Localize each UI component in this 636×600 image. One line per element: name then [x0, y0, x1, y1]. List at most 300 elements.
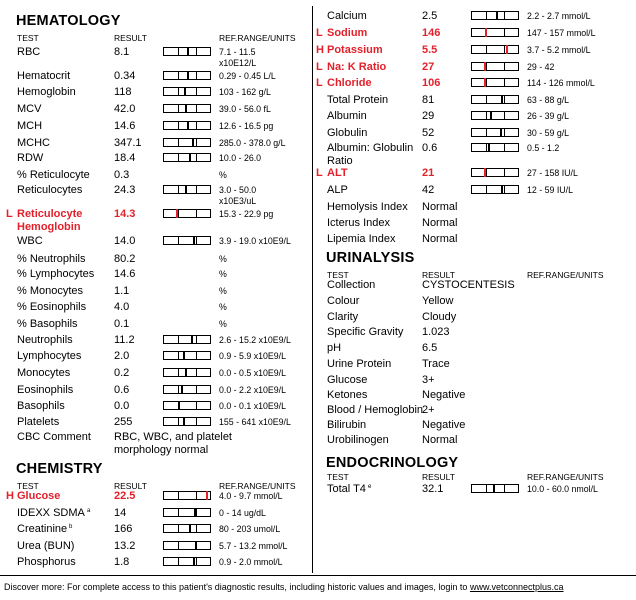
reference-range-bar — [163, 87, 211, 96]
result-marker — [187, 71, 189, 80]
reference-range-bar — [163, 417, 211, 426]
result-marker — [206, 491, 208, 500]
reference-range-bar — [163, 401, 211, 410]
test-result: 22.5 — [114, 490, 136, 502]
chemistry-row — [314, 61, 636, 77]
test-result: 21 — [422, 167, 435, 179]
reference-range: 3.7 - 5.2 mmol/L — [527, 45, 591, 55]
chemistry-row — [314, 184, 636, 200]
range-high-tick — [504, 128, 505, 137]
test-result: 2.5 — [422, 10, 438, 22]
test-result: 1.023 — [422, 326, 450, 338]
urinalysis-row — [314, 358, 636, 374]
test-result: 42 — [422, 184, 435, 196]
range-low-tick — [178, 47, 179, 56]
chemistry-row — [314, 167, 636, 183]
range-high-tick — [504, 28, 505, 37]
hematology-row — [0, 268, 310, 284]
abnormal-flag: L — [316, 167, 323, 179]
reference-range: 29 - 42 — [527, 62, 555, 72]
range-high-tick — [196, 236, 197, 245]
range-low-tick — [178, 138, 179, 147]
test-result: 52 — [422, 127, 435, 139]
result-marker — [501, 95, 503, 104]
footnote-marker: a — [87, 508, 91, 514]
reference-range-bar — [163, 524, 211, 533]
range-low-tick — [178, 185, 179, 194]
test-name: % Neutrophils — [17, 253, 86, 265]
result-marker — [485, 28, 487, 37]
test-name: ALP — [327, 184, 348, 196]
reference-range-bar — [163, 138, 211, 147]
test-result: 80.2 — [114, 253, 136, 265]
urinalysis-row — [314, 342, 636, 358]
test-result: 81 — [422, 94, 435, 106]
test-result: 27 — [422, 61, 435, 73]
range-high-tick — [196, 508, 197, 517]
reference-range: 15.3 - 22.9 pg — [219, 209, 274, 219]
reference-range: 3.0 - 50.0 x10E3/uL — [219, 185, 257, 206]
test-result: 1.1 — [114, 285, 130, 297]
test-result: 11.2 — [114, 334, 135, 346]
test-result: 0.1 — [114, 318, 130, 330]
reference-range-bar — [471, 11, 519, 20]
result-marker — [484, 78, 486, 87]
test-name: % Monocytes — [17, 285, 84, 297]
range-high-tick — [196, 71, 197, 80]
chemistry-row — [0, 490, 310, 506]
reference-range: 10.0 - 60.0 nmol/L — [527, 484, 598, 494]
urinalysis-row — [314, 404, 636, 420]
urinalysis-row — [314, 326, 636, 342]
test-result: 166 — [114, 523, 133, 535]
test-result: 5.5 — [422, 44, 438, 56]
test-name: Monocytes — [17, 367, 71, 379]
endocrinology-header-result: RESULT — [422, 472, 455, 482]
endocrinology-header-ref: REF.RANGE/UNITS — [527, 472, 604, 482]
range-high-tick — [504, 78, 505, 87]
range-high-tick — [196, 87, 197, 96]
reference-range: 63 - 88 g/L — [527, 95, 570, 105]
endocrinology-row — [314, 483, 636, 499]
reference-range: 10.0 - 26.0 — [219, 153, 262, 163]
hematology-row — [0, 350, 310, 366]
test-result: Normal — [422, 434, 458, 446]
range-low-tick — [486, 78, 487, 87]
abnormal-flag: L — [316, 27, 323, 39]
range-high-tick — [196, 153, 197, 162]
range-low-tick — [178, 335, 179, 344]
result-marker — [501, 185, 503, 194]
range-high-tick — [196, 138, 197, 147]
reference-range-bar — [163, 47, 211, 56]
test-result: Cloudy — [422, 311, 457, 323]
reference-range: % — [219, 286, 227, 296]
test-result: 14 — [114, 507, 127, 519]
test-result: 106 — [422, 77, 441, 89]
hematology-row — [0, 416, 310, 432]
urinalysis-row — [314, 311, 636, 327]
test-name: Sodium — [327, 27, 368, 39]
reference-range-bar — [163, 385, 211, 394]
hematology-header-result: RESULT — [114, 33, 147, 43]
reference-range: 114 - 126 mmol/L — [527, 78, 595, 88]
result-marker — [184, 87, 186, 96]
chemistry-row — [314, 10, 636, 26]
test-name: CBC Comment — [17, 431, 91, 443]
test-name: Colour — [327, 295, 360, 307]
result-marker — [185, 104, 187, 113]
urinalysis-row — [314, 419, 636, 435]
test-name: WBC — [17, 235, 43, 247]
hematology-header-test: TEST — [17, 33, 39, 43]
result-marker — [192, 138, 194, 147]
reference-range-bar — [163, 104, 211, 113]
urinalysis-header-test: TEST — [327, 270, 349, 280]
range-low-tick — [178, 368, 179, 377]
result-marker — [500, 128, 502, 137]
reference-range-bar — [163, 209, 211, 218]
footnote-marker: e — [368, 484, 372, 490]
test-result: Normal — [422, 201, 458, 213]
range-low-tick — [486, 168, 487, 177]
reference-range-bar — [163, 368, 211, 377]
result-marker — [191, 335, 193, 344]
hematology-row — [0, 367, 310, 383]
test-name: Lymphocytes — [17, 350, 82, 362]
reference-range-bar — [471, 62, 519, 71]
range-low-tick — [486, 11, 487, 20]
range-high-tick — [196, 209, 197, 218]
reference-range-bar — [163, 541, 211, 550]
reference-range: 285.0 - 378.0 g/L — [219, 138, 286, 148]
test-name: ALT — [327, 167, 348, 179]
range-low-tick — [178, 491, 179, 500]
range-low-tick — [486, 95, 487, 104]
test-name: Chloride — [327, 77, 372, 89]
chemistry-row — [314, 94, 636, 110]
test-name: Phosphorus — [17, 556, 76, 568]
test-name: Glucose — [327, 374, 368, 386]
hematology-row — [0, 137, 310, 153]
test-result: Negative — [422, 389, 466, 401]
reference-range: 147 - 157 mmol/L — [527, 28, 596, 38]
test-result: CYSTOCENTESIS — [422, 279, 515, 291]
reference-range: 27 - 158 IU/L — [527, 168, 578, 178]
test-result: 2+ — [422, 404, 435, 416]
range-high-tick — [196, 491, 197, 500]
range-low-tick — [178, 121, 179, 130]
reference-range-bar — [471, 168, 519, 177]
reference-range: % — [219, 254, 227, 264]
test-result: 2.0 — [114, 350, 130, 362]
range-high-tick — [504, 168, 505, 177]
test-name: % Basophils — [17, 318, 78, 330]
abnormal-flag: L — [316, 61, 323, 73]
test-result: 4.0 — [114, 301, 130, 313]
range-high-tick — [196, 335, 197, 344]
range-low-tick — [486, 45, 487, 54]
test-result: 347.1 — [114, 137, 142, 149]
reference-range: 0.9 - 5.9 x10E9/L — [219, 351, 286, 361]
test-name: Lipemia Index — [327, 233, 396, 245]
test-result: 0.2 — [114, 367, 130, 379]
test-result: 0.0 — [114, 400, 130, 412]
test-name: IDEXX SDMA — [17, 507, 85, 519]
range-low-tick — [178, 524, 179, 533]
chemistry-header-test: TEST — [17, 481, 39, 491]
urinalysis-row — [314, 434, 636, 450]
reference-range-bar — [471, 185, 519, 194]
reference-range: 30 - 59 g/L — [527, 128, 570, 138]
urinalysis-title: URINALYSIS — [326, 250, 415, 266]
reference-range: 0.5 - 1.2 — [527, 143, 560, 153]
range-low-tick — [178, 385, 179, 394]
hematology-row — [0, 86, 310, 102]
result-marker — [189, 153, 191, 162]
hematology-row — [0, 235, 310, 251]
reference-range: 2.6 - 15.2 x10E9/L — [219, 335, 291, 345]
result-marker — [484, 62, 486, 71]
test-name: Hemolysis Index — [327, 201, 408, 213]
test-result: 29 — [422, 110, 435, 122]
test-name: Collection — [327, 279, 376, 291]
footer-text: Discover more: For complete access to this patient's diagnostic results, including historic values and images, login to — [4, 582, 468, 592]
vetconnect-link[interactable]: www.vetconnectplus.ca — [469, 582, 564, 592]
hematology-row — [0, 208, 310, 233]
range-high-tick — [196, 557, 197, 566]
range-low-tick — [486, 484, 487, 493]
test-result: Normal — [422, 233, 458, 245]
range-high-tick — [196, 385, 197, 394]
endocrinology-title: ENDOCRINOLOGY — [326, 455, 459, 471]
range-high-tick — [196, 417, 197, 426]
result-marker — [493, 484, 495, 493]
test-name: Glucose — [17, 490, 61, 502]
test-result: 14.6 — [114, 268, 136, 280]
hematology-row — [0, 400, 310, 416]
test-name: Ketones — [327, 389, 368, 401]
result-marker — [183, 351, 185, 360]
test-result: 24.3 — [114, 184, 136, 196]
test-result: 14.3 — [114, 208, 136, 220]
test-name: Globulin — [327, 127, 368, 139]
test-name: MCHC — [17, 137, 50, 149]
test-name: Urobilinogen — [327, 434, 389, 446]
hematology-row — [0, 120, 310, 136]
range-high-tick — [196, 185, 197, 194]
abnormal-flag: L — [6, 208, 13, 220]
result-marker — [185, 185, 187, 194]
chemistry-row — [314, 127, 636, 143]
reference-range: % — [219, 170, 227, 180]
test-result: 6.5 — [422, 342, 438, 354]
range-low-tick — [486, 143, 487, 152]
test-result: Negative — [422, 419, 466, 431]
range-low-tick — [486, 62, 487, 71]
hematology-header-ref: REF.RANGE/UNITS — [219, 33, 296, 43]
reference-range-bar — [163, 351, 211, 360]
test-name: % Reticulocyte — [17, 169, 90, 181]
reference-range: 5.7 - 13.2 mmol/L — [219, 541, 288, 551]
reference-range-bar — [471, 484, 519, 493]
range-low-tick — [178, 557, 179, 566]
reference-range-bar — [163, 153, 211, 162]
reference-range: 12 - 59 IU/L — [527, 185, 573, 195]
test-name: % Eosinophils — [17, 301, 87, 313]
result-marker — [189, 524, 191, 533]
reference-range-bar — [163, 557, 211, 566]
urinalysis-row — [314, 295, 636, 311]
hematology-row — [0, 384, 310, 400]
test-name: Blood / Hemoglobin — [327, 404, 424, 416]
endocrinology-header-test: TEST — [327, 472, 349, 482]
test-result: 255 — [114, 416, 133, 428]
range-high-tick — [196, 524, 197, 533]
range-high-tick — [504, 45, 505, 54]
test-name: Albumin: Globulin Ratio — [327, 142, 414, 167]
chemistry-header-result: RESULT — [114, 481, 147, 491]
reference-range: % — [219, 269, 227, 279]
urinalysis-header-result: RESULT — [422, 270, 455, 280]
result-marker — [195, 541, 197, 550]
range-low-tick — [178, 71, 179, 80]
chemistry-title: CHEMISTRY — [16, 461, 103, 477]
test-result: 8.1 — [114, 46, 130, 58]
range-high-tick — [196, 104, 197, 113]
footer — [4, 582, 564, 592]
result-marker — [183, 417, 185, 426]
abnormal-flag: H — [316, 44, 324, 56]
test-name: Platelets — [17, 416, 60, 428]
hematology-row — [0, 334, 310, 350]
reference-range-bar — [471, 143, 519, 152]
result-marker — [194, 508, 196, 517]
range-high-tick — [504, 143, 505, 152]
test-result: 118 — [114, 86, 132, 98]
reference-range: % — [219, 319, 227, 329]
hematology-row — [0, 301, 310, 317]
test-name: Creatinine — [17, 523, 68, 535]
range-high-tick — [196, 351, 197, 360]
test-name: Hemoglobin — [17, 86, 76, 98]
hematology-row — [0, 184, 310, 206]
test-result: 14.0 — [114, 235, 136, 247]
reference-range-bar — [471, 128, 519, 137]
range-high-tick — [504, 185, 505, 194]
range-low-tick — [178, 351, 179, 360]
range-low-tick — [178, 153, 179, 162]
chemistry-row — [314, 201, 636, 217]
test-name: Hematocrit — [17, 70, 71, 82]
abnormal-flag: L — [316, 77, 323, 89]
test-result: 14.6 — [114, 120, 136, 132]
result-marker — [187, 121, 189, 130]
range-low-tick — [178, 104, 179, 113]
test-name: pH — [327, 342, 342, 354]
reference-range-bar — [163, 508, 211, 517]
range-high-tick — [504, 62, 505, 71]
test-result: Yellow — [422, 295, 454, 307]
result-marker — [490, 111, 492, 120]
reference-range: 7.1 - 11.5 x10E12/L — [219, 47, 257, 68]
range-low-tick — [178, 417, 179, 426]
test-name: Specific Gravity — [327, 326, 404, 338]
range-high-tick — [504, 111, 505, 120]
hematology-row — [0, 318, 310, 334]
range-low-tick — [486, 185, 487, 194]
test-result: 1.8 — [114, 556, 130, 568]
reference-range: 0.9 - 2.0 mmol/L — [219, 557, 283, 567]
test-result: 146 — [422, 27, 441, 39]
test-result: 3+ — [422, 374, 435, 386]
test-name: Potassium — [327, 44, 383, 56]
urinalysis-row — [314, 279, 636, 295]
test-name: Basophils — [17, 400, 65, 412]
urinalysis-header-ref: REF.RANGE/UNITS — [527, 270, 604, 280]
reference-range: 0.29 - 0.45 L/L — [219, 71, 276, 81]
hematology-row — [0, 103, 310, 119]
hematology-row — [0, 431, 310, 456]
range-low-tick — [486, 128, 487, 137]
chemistry-header-ref: REF.RANGE/UNITS — [219, 481, 296, 491]
chemistry-row — [0, 556, 310, 572]
test-result: 0.3 — [114, 169, 130, 181]
chemistry-row — [314, 233, 636, 249]
abnormal-flag: H — [6, 490, 14, 502]
chemistry-row — [314, 27, 636, 43]
range-high-tick — [196, 121, 197, 130]
reference-range-bar — [471, 78, 519, 87]
reference-range: 0.0 - 0.1 x10E9/L — [219, 401, 286, 411]
test-name: Bilirubin — [327, 419, 367, 431]
test-result: 18.4 — [114, 152, 136, 164]
test-name: Icterus Index — [327, 217, 390, 229]
test-name: RBC — [17, 46, 41, 58]
range-low-tick — [178, 541, 179, 550]
result-marker — [506, 45, 508, 54]
reference-range: 155 - 641 x10E9/L — [219, 417, 291, 427]
hematology-row — [0, 285, 310, 301]
reference-range: % — [219, 302, 227, 312]
hematology-title: HEMATOLOGY — [16, 13, 121, 29]
reference-range: 80 - 203 umol/L — [219, 524, 281, 534]
chemistry-row — [314, 110, 636, 126]
reference-range-bar — [163, 335, 211, 344]
hematology-row — [0, 169, 310, 185]
test-name: Urea (BUN) — [17, 540, 75, 552]
test-result: 13.2 — [114, 540, 136, 552]
range-low-tick — [486, 111, 487, 120]
column-divider — [312, 6, 313, 573]
range-high-tick — [196, 47, 197, 56]
reference-range: 26 - 39 g/L — [527, 111, 570, 121]
test-name: Total T4 — [327, 483, 366, 495]
reference-range-bar — [471, 111, 519, 120]
result-marker — [187, 47, 189, 56]
test-name: Clarity — [327, 311, 359, 323]
hematology-row — [0, 46, 310, 68]
chemistry-row — [314, 77, 636, 93]
result-marker — [496, 11, 498, 20]
test-result: 0.34 — [114, 70, 136, 82]
reference-range-bar — [163, 121, 211, 130]
urinalysis-row — [314, 374, 636, 390]
test-name: Urine Protein — [327, 358, 392, 370]
range-high-tick — [504, 95, 505, 104]
urinalysis-row — [314, 389, 636, 405]
test-name: Total Protein — [327, 94, 389, 106]
